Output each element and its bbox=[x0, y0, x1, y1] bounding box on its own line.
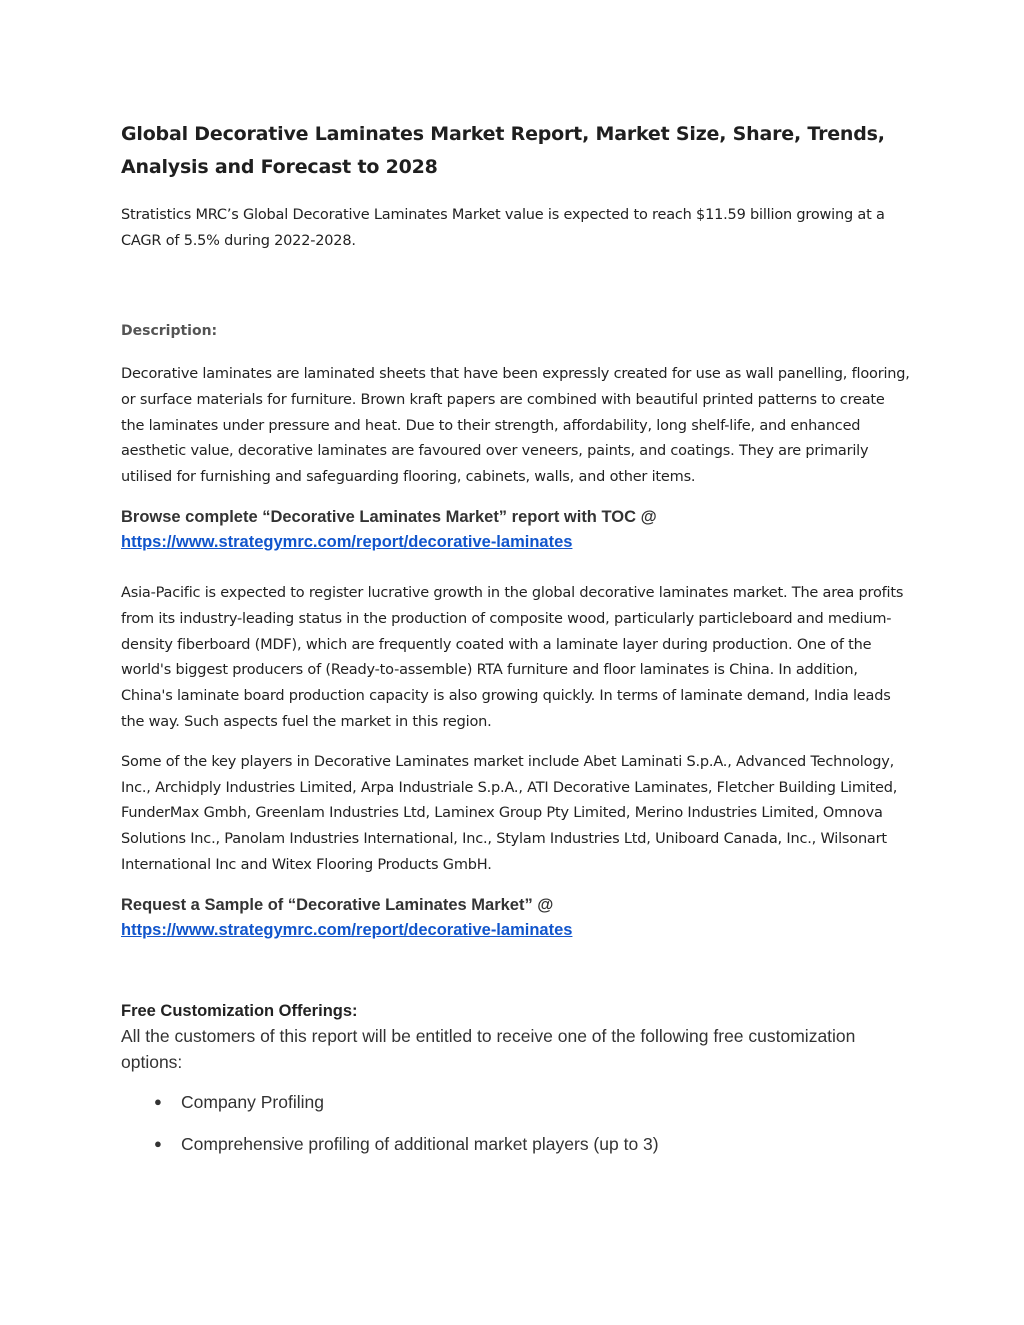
bullet-icon: ● bbox=[154, 1135, 162, 1151]
customization-list bbox=[121, 1089, 911, 1157]
description-label: Description: bbox=[121, 323, 218, 339]
list-item-text: Comprehensive profiling of additional market players (up to 3) bbox=[181, 1133, 659, 1154]
description-paragraph: Decorative laminates are laminated sheets that have been expressly created for use as wall panelling, flooring, or surface materials for furniture. Brown kraft papers are combined with beautiful printed patterns to create the laminates under pressure and heat. Due to their strength, affordability, long shelf-life, and enhanced aesthetic value, decorative laminates are favoured over veneers, paints, and coatings. They are primarily utilised for furnishing and safeguarding flooring, cabinets, walls, and other items. bbox=[121, 366, 910, 486]
browse-report-text: Browse complete “Decorative Laminates Market” report with TOC @ bbox=[121, 507, 657, 526]
customization-heading: Free Customization Offerings: bbox=[121, 1001, 358, 1020]
document-page bbox=[121, 118, 911, 1173]
key-players-paragraph: Some of the key players in Decorative Laminates market include Abet Laminati S.p.A., Advanced Technology, Inc., Archidply Industries Limited, Arpa Industriale S.p.A., ATI Decorative Laminates, Fletcher Building Limited, FunderMax Gmbh, Greenlam Industries Ltd, Laminex Group Pty Limited, Merino Industries Limited, Omnova Solutions Inc., Panolam Industries International, Inc., Stylam Industries Ltd, Uniboard Canada, Inc., Wilsonart International Inc and Witex Flooring Products GmbH. bbox=[121, 753, 898, 873]
list-item-text: Company Profiling bbox=[181, 1091, 324, 1112]
customization-text: All the customers of this report will be entitled to receive one of the following free customization options: bbox=[121, 1025, 856, 1072]
list-item bbox=[121, 1089, 911, 1115]
request-sample-link[interactable]: https://www.strategymrc.com/report/decorative-laminates bbox=[121, 920, 573, 939]
list-item bbox=[121, 1131, 911, 1157]
asia-pacific-paragraph: Asia-Pacific is expected to register lucrative growth in the global decorative laminates market. The area profits from its industry-leading status in the production of composite wood, particularly particleboard and medium-density fiberboard (MDF), which are frequently coated with a laminate layer during production. One of the world's biggest producers of (Ready-to-assemble) RTA furniture and floor laminates is China. In addition, China's laminate board production capacity is also growing quickly. In terms of laminate demand, India leads the way. Such aspects fuel the market in this region. bbox=[121, 584, 904, 730]
intro-paragraph: Stratistics MRC’s Global Decorative Laminates Market value is expected to reach $11.59 billion growing at a CAGR of 5.5% during 2022-2028. bbox=[121, 207, 885, 249]
browse-report-block bbox=[121, 505, 911, 555]
browse-report-link[interactable]: https://www.strategymrc.com/report/decorative-laminates bbox=[121, 532, 573, 551]
report-title: Global Decorative Laminates Market Report, Market Size, Share, Trends, Analysis and Forecast to 2028 bbox=[121, 123, 885, 178]
request-sample-text: Request a Sample of “Decorative Laminates Market” @ bbox=[121, 895, 554, 914]
bullet-icon: ● bbox=[154, 1093, 162, 1109]
request-sample-block bbox=[121, 893, 911, 943]
